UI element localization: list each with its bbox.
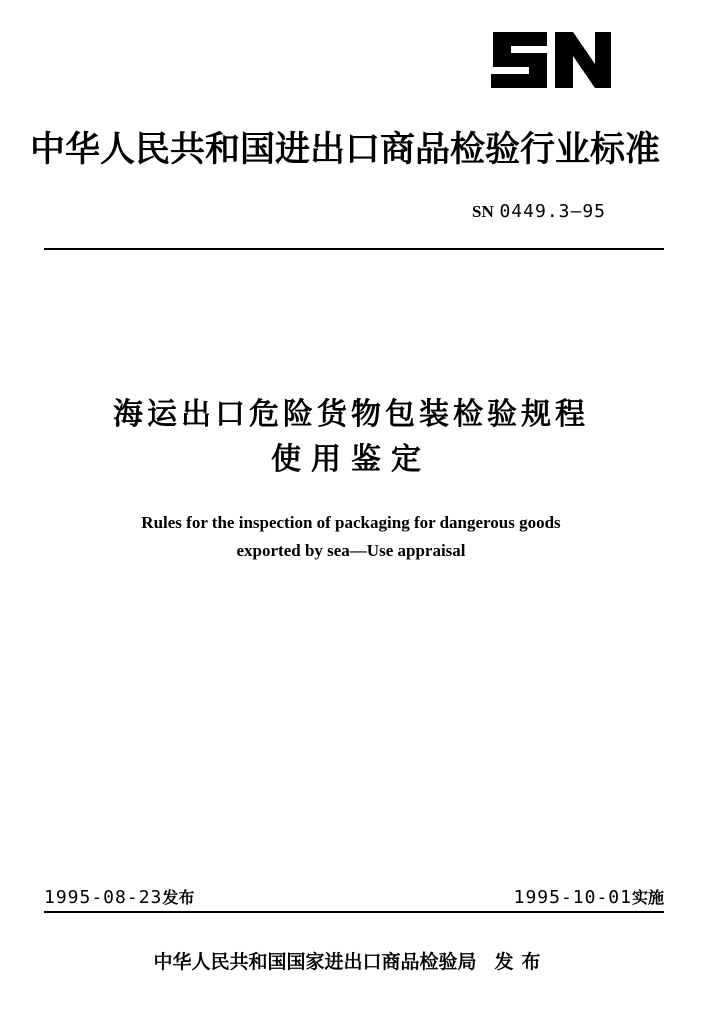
title-en-line-2: exported by sea—Use appraisal [236,541,466,560]
bottom-divider [44,911,664,913]
sn-logo-mark [487,26,617,94]
title-cn-line-2: 使用鉴定 [271,442,431,477]
issue-date-block [44,886,194,910]
publisher-line [0,948,702,976]
standard-number [472,200,662,224]
sn-logo [487,26,617,94]
effective-date-block [514,886,664,910]
top-divider [44,248,664,250]
issue-label: 发布 [162,888,195,907]
title-en-line-1: Rules for the inspection of packaging for dangerous goods [141,513,561,532]
standard-prefix: SN [472,202,494,221]
effective-date: 1995-10-01 [513,887,632,908]
publisher-name: 中华人民共和国国家进出口商品检验局 [153,951,477,973]
effective-label: 实施 [631,888,664,907]
standard-body-heading: 中华人民共和国进出口商品检验行业标准 [30,130,661,170]
standard-code: 0449.3—95 [499,201,607,222]
title-cn-line-1: 海运出口危险货物包装检验规程 [113,397,589,432]
issue-date: 1995-08-23 [44,887,163,908]
publisher-issue: 发布 [494,951,549,973]
